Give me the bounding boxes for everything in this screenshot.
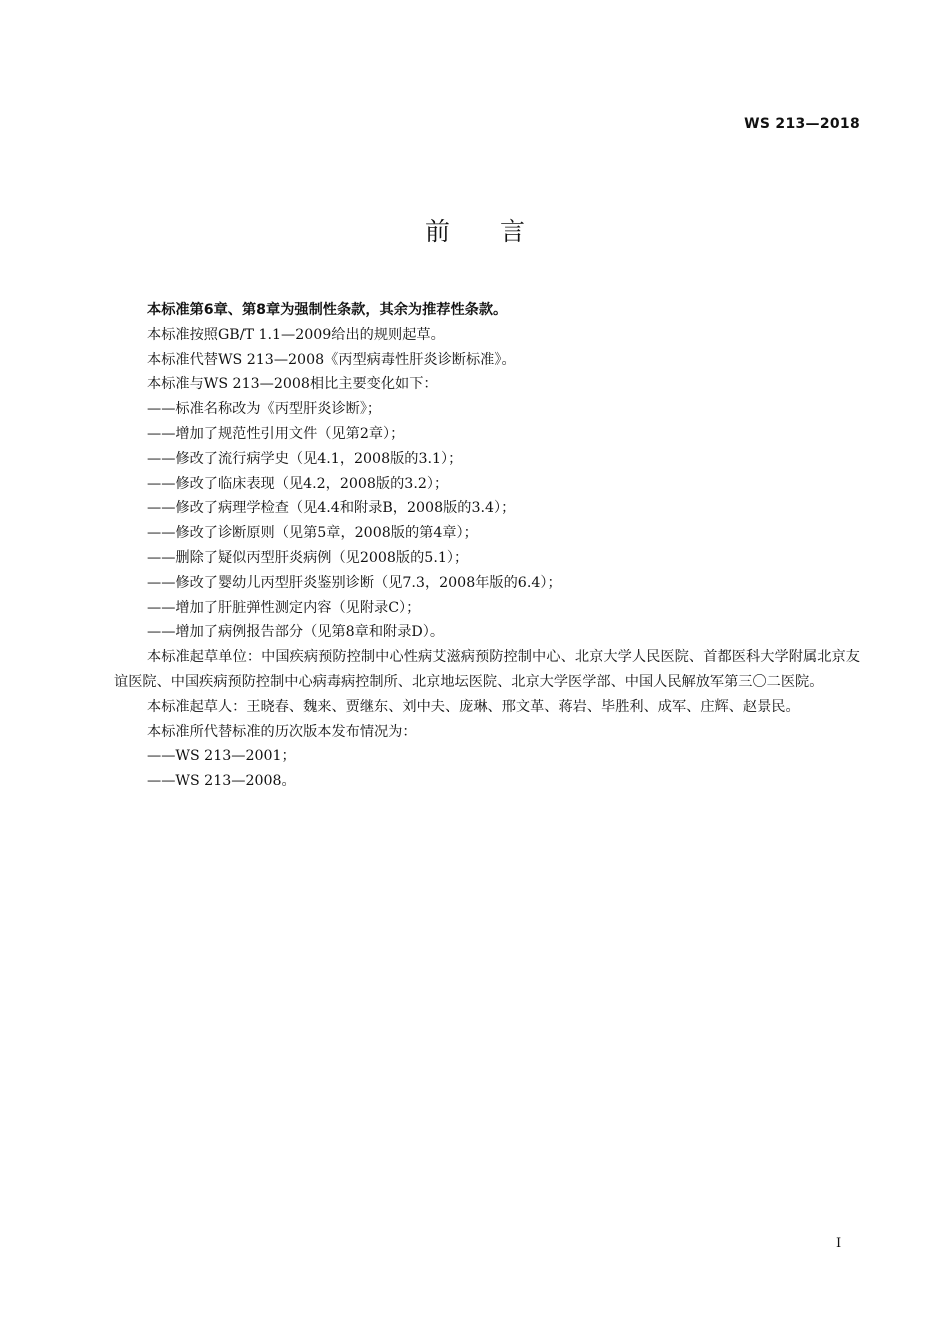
change-item: ——增加了肝脏弹性测定内容（见附录C）； <box>147 599 421 616</box>
change-item: ——增加了病例报告部分（见第8章和附录D）。 <box>147 624 445 641</box>
drafting-rule-paragraph: 本标准按照GB/T 1.1—2009给出的规则起草。 <box>147 326 445 343</box>
page-title: 前言 <box>424 217 575 246</box>
mandatory-clause-paragraph: 本标准第6章、第8章为强制性条款，其余为推荐性条款。 <box>147 302 508 318</box>
history-item: ——WS 213—2001； <box>147 748 296 765</box>
change-item: ——标准名称改为《丙型肝炎诊断》； <box>147 401 382 418</box>
foreword-body <box>114 298 860 794</box>
drafters-paragraph: 本标准起草人：王晓春、魏来、贾继东、刘中夫、庞琳、邢文革、蒋岩、毕胜利、成军、庄辉、赵景民。 <box>147 698 800 715</box>
change-item: ——修改了婴幼儿丙型肝炎鉴别诊断（见7.3，2008年版的6.4）； <box>147 574 562 591</box>
change-item: ——修改了病理学检查（见4.4和附录B，2008版的3.4）； <box>147 500 516 517</box>
page-number: I <box>836 1236 842 1251</box>
change-item: ——修改了流行病学史（见4.1，2008版的3.1）； <box>147 450 463 467</box>
change-item: ——增加了规范性引用文件（见第2章）； <box>147 425 405 442</box>
replaces-paragraph: 本标准代替WS 213—2008《丙型病毒性肝炎诊断标准》。 <box>147 351 516 368</box>
history-item: ——WS 213—2008。 <box>147 773 296 790</box>
change-item: ——删除了疑似丙型肝炎病例（见2008版的5.1）； <box>147 549 469 566</box>
change-item: ——修改了临床表现（见4.2，2008版的3.2）； <box>147 475 449 492</box>
history-intro-paragraph: 本标准所代替标准的历次版本发布情况为： <box>147 723 417 740</box>
changes-intro-paragraph: 本标准与WS 213—2008相比主要变化如下： <box>147 376 438 393</box>
standard-code: WS 213—2018 <box>744 116 860 132</box>
change-item: ——修改了诊断原则（见第5章，2008版的第4章）； <box>147 525 478 542</box>
drafting-units-paragraph: 本标准起草单位：中国疾病预防控制中心性病艾滋病预防控制中心、北京大学人民医院、首都医科大学附属北京友谊医院、中国疾病预防控制中心病毒病控制所、北京地坛医院、北京大学医学部、中国人民解放军第三〇二医院。 <box>114 649 860 690</box>
